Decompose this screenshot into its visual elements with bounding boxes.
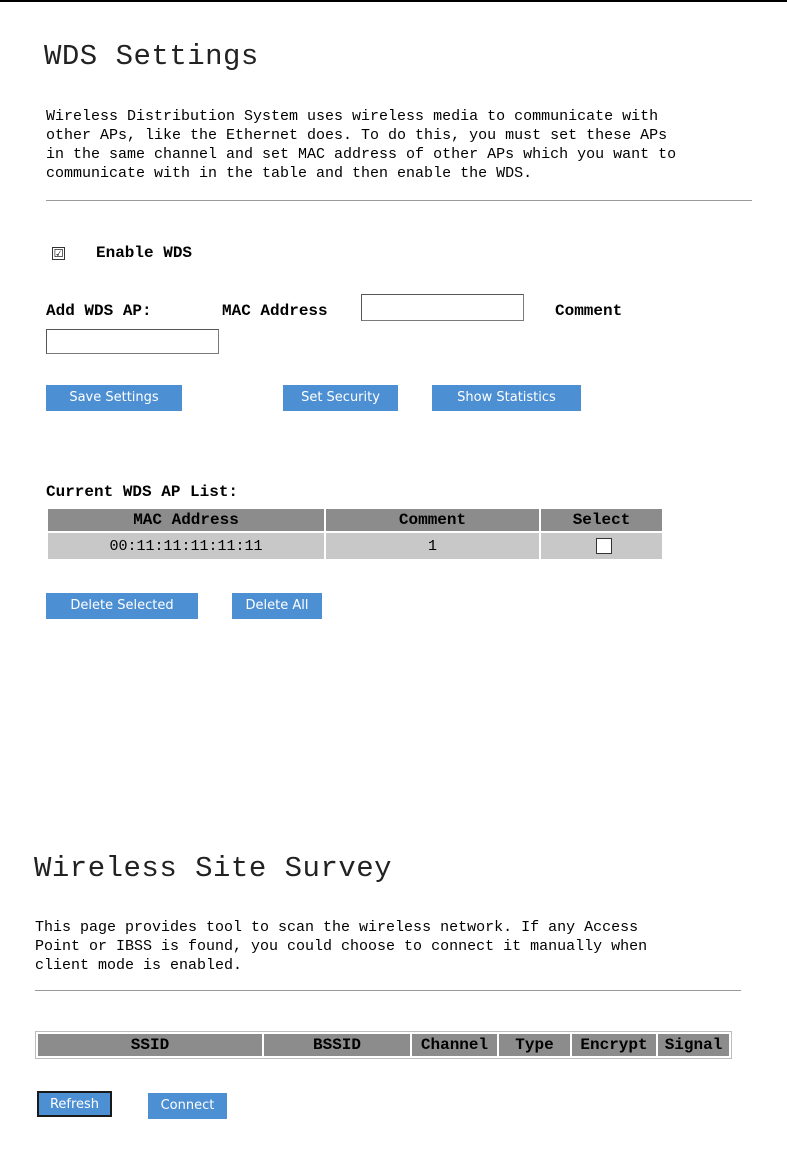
add-wds-ap-label: Add WDS AP: <box>46 302 152 320</box>
save-settings-button[interactable]: Save Settings <box>46 385 182 411</box>
set-security-button[interactable]: Set Security <box>283 385 398 411</box>
wds-ap-table <box>46 507 664 561</box>
table-row <box>48 533 662 559</box>
col-bssid: BSSID <box>264 1034 410 1056</box>
survey-title: Wireless Site Survey <box>34 852 393 885</box>
col-type: Type <box>499 1034 570 1056</box>
wds-description: Wireless Distribution System uses wireless media to communicate with other APs, like the Ethernet does. To do this, you must set these APs in the same channel and set MAC address of other APs which you want to communicate with in the table and then enable the WDS. <box>46 108 677 182</box>
delete-all-button[interactable]: Delete All <box>232 593 322 619</box>
row-select-cell <box>541 533 662 559</box>
row-mac: 00:11:11:11:11:11 <box>48 533 324 559</box>
col-channel: Channel <box>412 1034 497 1056</box>
survey-description: This page provides tool to scan the wireless network. If any Access Point or IBSS is found, you could choose to connect it manually when client mode is enabled. <box>35 919 648 974</box>
row-select-checkbox[interactable] <box>596 538 612 554</box>
wds-ap-list-title: Current WDS AP List: <box>46 483 239 501</box>
enable-wds-checkbox[interactable]: ☑ <box>53 247 64 260</box>
show-statistics-button[interactable]: Show Statistics <box>432 385 581 411</box>
mac-address-input[interactable] <box>361 294 524 321</box>
comment-label: Comment <box>555 302 623 320</box>
comment-input[interactable] <box>46 329 219 354</box>
table-header-row <box>48 509 662 531</box>
refresh-button[interactable]: Refresh <box>37 1091 112 1117</box>
delete-selected-button[interactable]: Delete Selected <box>46 593 198 619</box>
table-header-row <box>38 1034 729 1056</box>
col-signal: Signal <box>658 1034 729 1056</box>
col-mac-address: MAC Address <box>48 509 324 531</box>
col-ssid: SSID <box>38 1034 262 1056</box>
col-select: Select <box>541 509 662 531</box>
wds-title: WDS Settings <box>44 40 259 73</box>
site-survey-table <box>35 1031 732 1059</box>
col-comment: Comment <box>326 509 539 531</box>
row-comment: 1 <box>326 533 539 559</box>
enable-wds-label: Enable WDS <box>96 244 193 262</box>
wds-divider <box>46 200 752 201</box>
connect-button[interactable]: Connect <box>148 1093 227 1119</box>
survey-divider <box>35 990 741 991</box>
col-encrypt: Encrypt <box>572 1034 656 1056</box>
mac-address-label: MAC Address <box>222 302 328 320</box>
top-border <box>0 0 787 2</box>
